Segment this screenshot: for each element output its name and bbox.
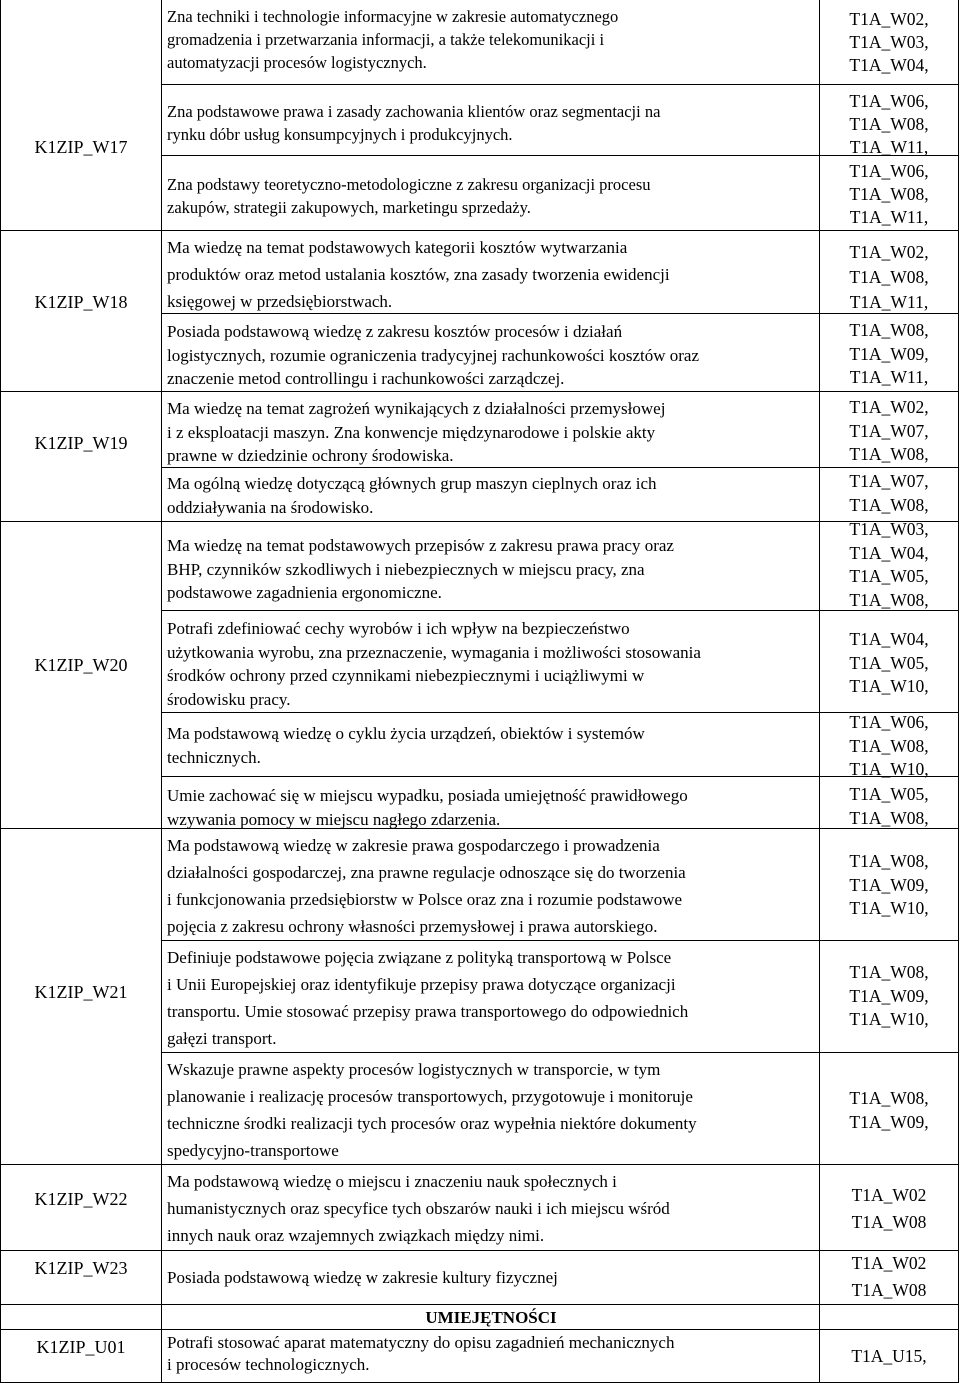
reference-codes: T1A_W08, T1A_W09,: [849, 1088, 929, 1132]
learning-outcome-code: K1ZIP_W17: [34, 137, 128, 157]
outcome-description: [167, 1056, 817, 1164]
row-separator: [162, 391, 959, 392]
outcome-description: [167, 234, 817, 315]
row-separator: [162, 230, 959, 231]
outcome-description: [167, 832, 817, 940]
outcome-description: [167, 1264, 817, 1291]
row-separator: [162, 1329, 959, 1330]
reference-codes: T1A_W02, T1A_W03, T1A_W04,: [849, 9, 929, 75]
learning-outcome-code: K1ZIP_W20: [34, 655, 128, 675]
reference-codes: T1A_U15,: [851, 1346, 927, 1366]
section-heading-skills: UMIEJĘTNOŚCI: [425, 1308, 557, 1327]
reference-codes: T1A_W05, T1A_W08,: [849, 784, 929, 828]
table-border-right: [958, 0, 959, 1383]
outcome-description-text: Ma podstawową wiedzę o miejscu i znaczeniu nauk społecznych i humanistycznych oraz specyfice tych obszarów nauki i ich miejscu wśród innych nauk oraz wzajemnych związkach między nimi.: [167, 1172, 670, 1245]
reference-codes: T1A_W02, T1A_W07, T1A_W08,: [849, 397, 929, 464]
outcome-description-text: Zna techniki i technologie informacyjne w zakresie automatycznego gromadzenia i przetwarzania informacji, a także telekomunikacji i automatyzacji procesów logistycznych.: [167, 7, 619, 72]
reference-codes: T1A_W06, T1A_W08, T1A_W11,: [849, 91, 929, 157]
code-separator: [0, 1304, 162, 1305]
outcome-description: [167, 472, 817, 519]
reference-codes: T1A_W08, T1A_W09, T1A_W10,: [849, 851, 929, 918]
outcome-description: [167, 320, 817, 391]
reference-codes: T1A_W02, T1A_W08, T1A_W11,: [849, 242, 929, 312]
outcome-description-text: Ma podstawową wiedzę w zakresie prawa gospodarczego i prowadzenia działalności gospodarczej, zna prawne regulacje odnoszące się do tworzenia i funkcjonowania przedsiębiorstw w Polsce oraz zna i rozumie podstawowe pojęcia z zakresu ochrony własności przemysłowej i prawa autorskiego.: [167, 836, 686, 936]
code-separator: [0, 521, 162, 522]
row-separator: [162, 1164, 959, 1165]
outcome-description-text: Ma wiedzę na temat podstawowych przepisów z zakresu prawa pracy oraz BHP, czynników szkodliwych i niebezpiecznych w miejscu pracy, zna podstawowe zagadnienia ergonomiczne.: [167, 536, 674, 602]
row-separator: [162, 1052, 959, 1053]
outcome-description: [167, 617, 817, 711]
reference-codes: T1A_W03, T1A_W04, T1A_W05, T1A_W08,: [849, 519, 929, 610]
code-separator: [0, 1329, 162, 1330]
outcome-description: [167, 944, 817, 1052]
outcome-description-text: Ma wiedzę na temat zagrożeń wynikających z działalności przemysłowej i z eksploatacji maszyn. Zna konwencje międzynarodowe i polskie akty prawne w dziedzinie ochrony środowiska.: [167, 399, 666, 465]
table-border-left: [0, 0, 1, 1383]
outcome-description: [167, 397, 817, 468]
outcome-description: [167, 173, 817, 219]
outcome-description: [167, 784, 817, 831]
learning-outcome-code: K1ZIP_W23: [34, 1258, 128, 1278]
outcome-description-text: Zna podstawowe prawa i zasady zachowania klientów oraz segmentacji na rynku dóbr usług konsumpcyjnych i produkcyjnych.: [167, 102, 661, 144]
code-separator: [0, 1250, 162, 1251]
learning-outcome-code: K1ZIP_W19: [34, 433, 128, 453]
reference-codes: T1A_W02 T1A_W08: [851, 1253, 927, 1300]
outcome-description-text: Ma wiedzę na temat podstawowych kategorii kosztów wytwarzania produktów oraz metod ustalania kosztów, zna zasady tworzenia ewidencji księgowej w przedsiębiorstwach.: [167, 238, 670, 311]
outcome-description: [167, 534, 817, 605]
code-separator: [0, 230, 162, 231]
outcome-description-text: Definiuje podstawowe pojęcia związane z polityką transportową w Polsce i Unii Europejskiej oraz identyfikuje przepisy prawa dotyczące organizacji transportu. Umie stosować przepisy prawa transportowego do odpowiednich gałęzi transport.: [167, 948, 689, 1048]
learning-outcome-code: K1ZIP_U01: [36, 1337, 126, 1357]
outcome-description-text: Potrafi zdefiniować cechy wyrobów i ich wpływ na bezpieczeństwo użytkowania wyrobu, zna przeznaczenie, wymagania i możliwości stosowania środków ochrony przed czynnikami niebezpiecznymi i uciążliwymi w środowisku pracy.: [167, 619, 701, 709]
reference-codes: T1A_W04, T1A_W05, T1A_W10,: [849, 629, 929, 696]
outcome-description-text: Posiada podstawową wiedzę z zakresu kosztów procesów i działań logistycznych, rozumie ograniczenia tradycyjnej rachunkowości kosztów oraz znaczenie metod controllingu i rachunkowości zarządczej.: [167, 322, 699, 388]
reference-codes: T1A_W07, T1A_W08,: [849, 471, 929, 515]
outcome-description-text: Potrafi stosować aparat matematyczny do opisu zagadnień mechanicznych i procesów technologicznych.: [167, 1333, 675, 1374]
outcome-description: [167, 100, 817, 146]
reference-codes: T1A_W06, T1A_W08, T1A_W11,: [849, 161, 929, 227]
outcome-description: [167, 1168, 817, 1249]
learning-outcome-code: K1ZIP_W21: [34, 982, 128, 1002]
code-separator: [0, 391, 162, 392]
outcome-description-text: Umie zachować się w miejscu wypadku, posiada umiejętność prawidłowego wzywania pomocy w miejscu nagłego zdarzenia.: [167, 786, 688, 829]
reference-codes: T1A_W08, T1A_W09, T1A_W10,: [849, 962, 929, 1029]
outcome-description-text: Zna podstawy teoretyczno-metodologiczne z zakresu organizacji procesu zakupów, strategii zakupowych, marketingu sprzedaży.: [167, 175, 651, 217]
row-separator: [162, 940, 959, 941]
reference-codes: T1A_W08, T1A_W09, T1A_W11,: [849, 320, 929, 387]
row-separator: [162, 1304, 959, 1305]
outcome-description: [167, 1332, 817, 1376]
learning-outcome-code: K1ZIP_W18: [34, 292, 128, 312]
outcome-description-text: Ma ogólną wiedzę dotyczącą głównych grup maszyn cieplnych oraz ich oddziaływania na środowisko.: [167, 474, 657, 517]
outcome-description: [167, 722, 817, 769]
learning-outcome-code: K1ZIP_W22: [34, 1189, 128, 1209]
outcome-description: [167, 5, 817, 74]
code-separator: [0, 828, 162, 829]
code-separator: [0, 1164, 162, 1165]
reference-codes: T1A_W02 T1A_W08: [851, 1185, 927, 1232]
outcome-description-text: Wskazuje prawne aspekty procesów logistycznych w transporcie, w tym planowanie i realizację procesów transportowych, przygotowuje i monitoruje techniczne środki realizacji tych procesów oraz wypełnia niektóre dokumenty spedycyjno-transportowe: [167, 1060, 697, 1160]
outcome-description-text: Ma podstawową wiedzę o cyklu życia urządzeń, obiektów i systemów technicznych.: [167, 724, 645, 767]
outcome-description-text: Posiada podstawową wiedzę w zakresie kultury fizycznej: [167, 1268, 558, 1287]
row-separator: [162, 84, 959, 85]
table-divider-code: [161, 0, 162, 1383]
reference-codes: T1A_W06, T1A_W08, T1A_W10,: [849, 712, 929, 779]
